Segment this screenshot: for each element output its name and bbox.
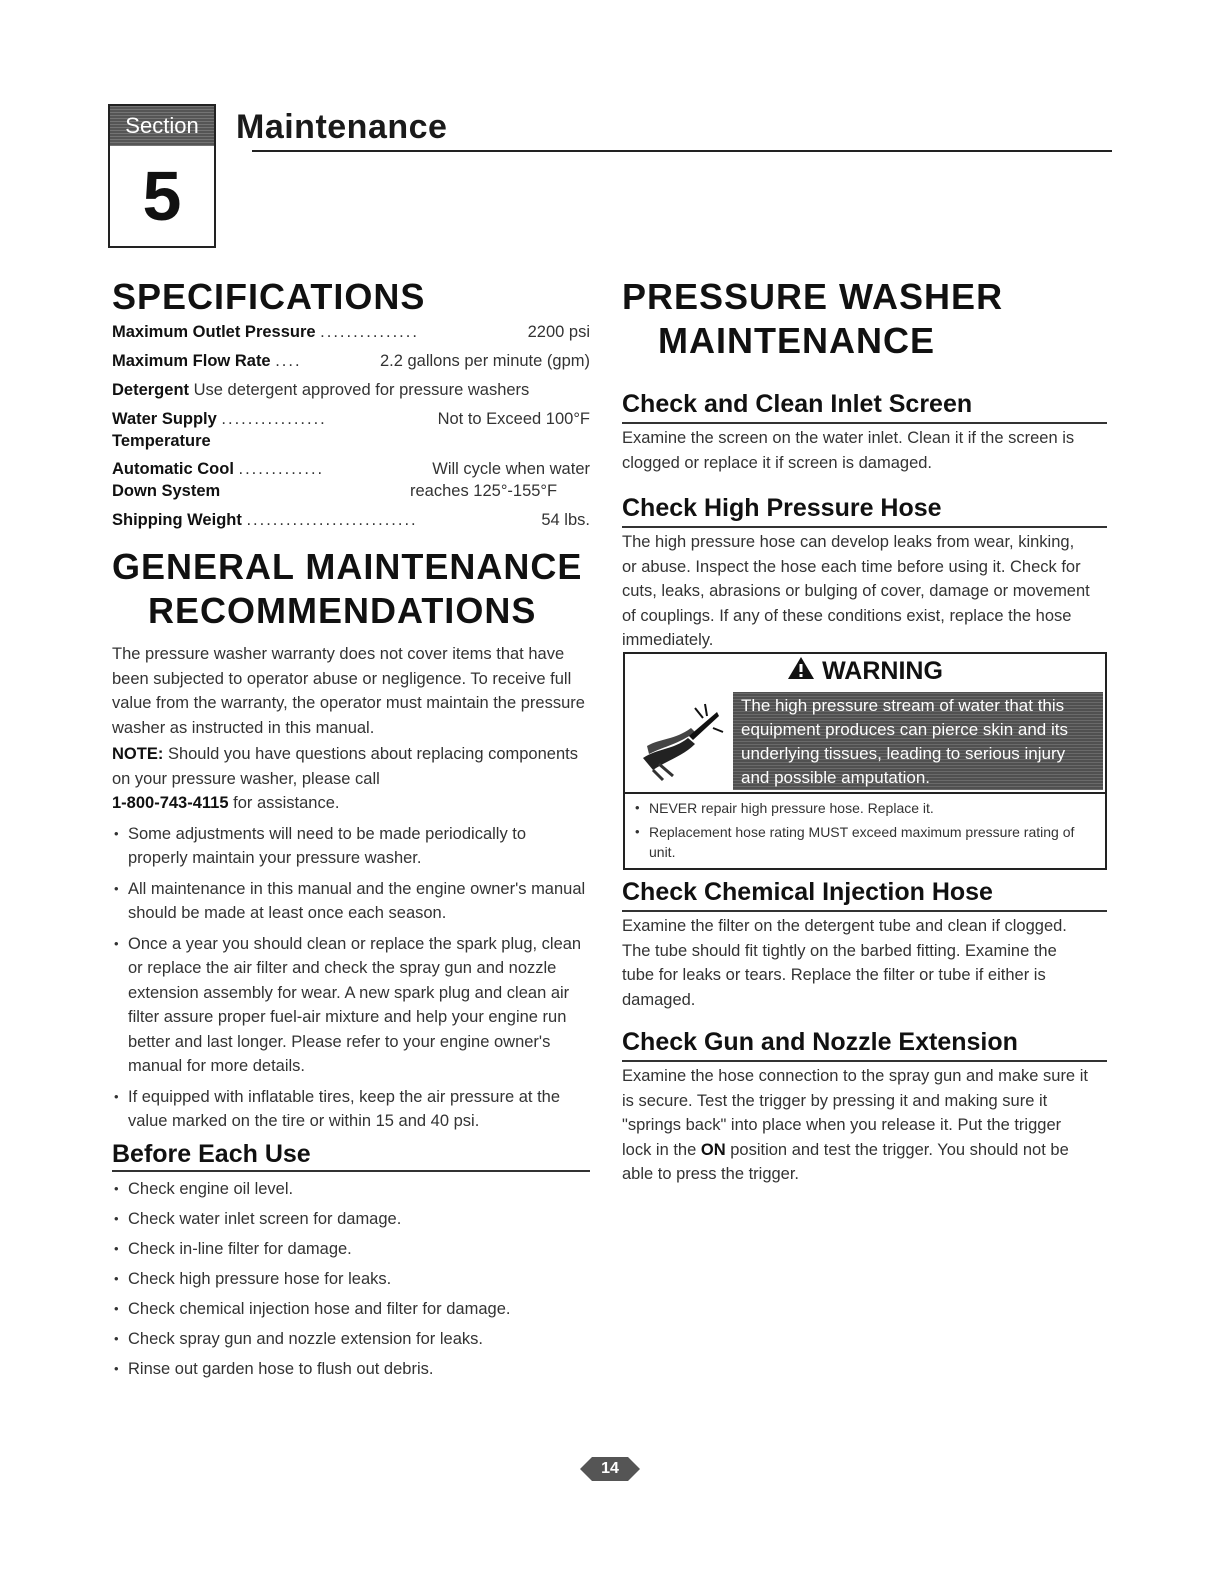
section-number: 5 — [142, 157, 182, 235]
section-badge — [108, 104, 216, 248]
general-heading-line2: RECOMMENDATIONS — [148, 590, 537, 631]
spec-value: Not to Exceed 100°F — [437, 410, 590, 428]
spec-row — [112, 511, 590, 530]
spec-label: Maximum Flow Rate — [112, 352, 271, 370]
warning-bullets — [633, 798, 1093, 862]
spec-label: Water Supply — [112, 410, 217, 428]
spec-row — [112, 410, 590, 429]
spec-row — [112, 352, 590, 371]
note-tail: for assistance. — [233, 794, 340, 812]
list-item: • Once a year you should clean or replace the spark plug, clean or replace the air filter and check the spray gun and nozzle extension assembly for wear. A new spark plug and clean air filter assure proper fuel-air mixture and help your engine run better and last longer. Please refer to your engine owner's manual for more details. — [112, 932, 590, 1079]
on-label: ON — [700, 1140, 726, 1159]
spec-value: reaches 125°-155°F — [410, 482, 558, 500]
list-item: • Check spray gun and nozzle extension for leaks. — [112, 1324, 590, 1354]
warning-header — [625, 654, 1105, 690]
page-number-badge — [580, 1454, 640, 1484]
spec-dots: ............. — [238, 460, 325, 478]
inlet-text: Examine the screen on the water inlet. Clean it if the screen is clogged or replace it if screen is damaged. — [622, 429, 1075, 472]
pw-heading-line2: MAINTENANCE — [658, 320, 935, 361]
list-item: • Check chemical injection hose and filter for damage. — [112, 1294, 590, 1324]
spec-label: Down System — [112, 482, 221, 500]
list-item: • Check water inlet screen for damage. — [112, 1204, 590, 1234]
before-use-heading: Before Each Use — [112, 1140, 311, 1168]
list-item: • Check engine oil level. — [112, 1174, 590, 1204]
note-label: NOTE: — [112, 745, 164, 763]
title-divider — [252, 150, 1112, 152]
spec-row — [112, 323, 590, 342]
spec-label: Detergent — [112, 381, 190, 399]
gun-text-b: position and test the trigger. You should not be able to press the trigger. — [622, 1140, 1069, 1183]
support-phone: 1-800-743-4115 — [112, 794, 229, 812]
spec-dots: ............... — [320, 323, 419, 341]
general-heading-line1: GENERAL MAINTENANCE — [112, 546, 583, 587]
spec-label: Automatic Cool — [112, 460, 234, 478]
spec-row — [112, 460, 590, 479]
list-item: • All maintenance in this manual and the engine owner's manual should be made at least once each season. — [112, 877, 590, 926]
general-note — [112, 742, 590, 816]
spec-row — [112, 381, 590, 400]
chemical-text: Examine the filter on the detergent tube and clean if clogged. The tube should fit tightly on the barbed fitting. Examine the tube for leaks or tears. Replace the filter or tube if either is damaged. — [622, 917, 1067, 1009]
general-intro: The pressure washer warranty does not cover items that have been subjected to operator abuse or negligence. To receive full value from the warranty, the operator must maintain the pressure washer as instructed in this manual. — [112, 645, 585, 737]
spec-value: 2.2 gallons per minute (gpm) — [379, 352, 590, 370]
list-item: • If equipped with inflatable tires, keep the air pressure at the value marked on the tire or within 15 and 40 psi. — [112, 1085, 590, 1134]
spec-label: Maximum Outlet Pressure — [112, 323, 316, 341]
before-use-divider — [112, 1170, 590, 1172]
pw-heading-line1: PRESSURE WASHER — [622, 276, 1004, 317]
list-item: • Some adjustments will need to be made periodically to properly maintain your pressure washer. — [112, 822, 590, 871]
warning-triangle-icon — [787, 655, 815, 689]
section-label: Section — [110, 106, 214, 146]
hose-divider — [622, 526, 1107, 528]
gun-heading: Check Gun and Nozzle Extension — [622, 1028, 1018, 1056]
gun-text-a: Examine the hose connection to the spray gun and make sure it is secure. Test the trigger by pressing it and making sure it "springs back" into place when you release it. Put the trigger lock in the — [622, 1067, 1088, 1159]
spec-row-cont — [112, 482, 590, 501]
before-use-list — [112, 1174, 590, 1384]
inlet-heading: Check and Clean Inlet Screen — [622, 390, 973, 418]
spec-label: Temperature — [112, 432, 211, 450]
list-item: • Replacement hose rating MUST exceed maximum pressure rating of unit. — [633, 822, 1093, 862]
chemical-divider — [622, 910, 1107, 912]
list-item: • NEVER repair high pressure hose. Replace it. — [633, 798, 1093, 818]
general-section — [112, 642, 590, 1134]
injection-hazard-icon — [633, 698, 725, 786]
specs-heading: SPECIFICATIONS — [112, 276, 426, 317]
warning-box — [623, 652, 1107, 870]
list-item: • Check in-line filter for damage. — [112, 1234, 590, 1264]
page-title: Maintenance — [236, 108, 448, 146]
spec-value: 54 lbs. — [541, 511, 590, 529]
general-bullets — [112, 822, 590, 1134]
warning-text: The high pressure stream of water that this equipment produces can pierce skin and its underlying tissues, leading to serious injury and possible amputation. — [733, 692, 1103, 790]
inlet-divider — [622, 422, 1107, 424]
hose-text: The high pressure hose can develop leaks from wear, kinking, or abuse. Inspect the hose each time before using it. Check for cuts, leaks, abrasions or bulging of cover, damage or movement of couplings. If any of these conditions exist, replace the hose immediately. — [622, 533, 1090, 649]
list-item: • Check high pressure hose for leaks. — [112, 1264, 590, 1294]
gun-text — [622, 1064, 1092, 1187]
warning-title: WARNING — [822, 657, 943, 685]
hose-heading: Check High Pressure Hose — [622, 494, 942, 522]
spec-value: 2200 psi — [527, 323, 590, 341]
list-item: • Rinse out garden hose to flush out debris. — [112, 1354, 590, 1384]
note-text: Should you have questions about replacing components on your pressure washer, please call — [112, 745, 578, 788]
gun-divider — [622, 1060, 1107, 1062]
spec-row-cont — [112, 432, 590, 451]
warning-divider — [625, 792, 1105, 794]
spec-value: Use detergent approved for pressure washers — [193, 381, 530, 399]
chemical-heading: Check Chemical Injection Hose — [622, 878, 993, 906]
spec-label: Shipping Weight — [112, 511, 242, 529]
spec-dots: .......................... — [246, 511, 418, 529]
spec-dots: ................ — [221, 410, 327, 428]
spec-dots: .... — [275, 352, 302, 370]
spec-value: Will cycle when water — [432, 460, 590, 478]
page-number: 14 — [601, 1460, 619, 1477]
